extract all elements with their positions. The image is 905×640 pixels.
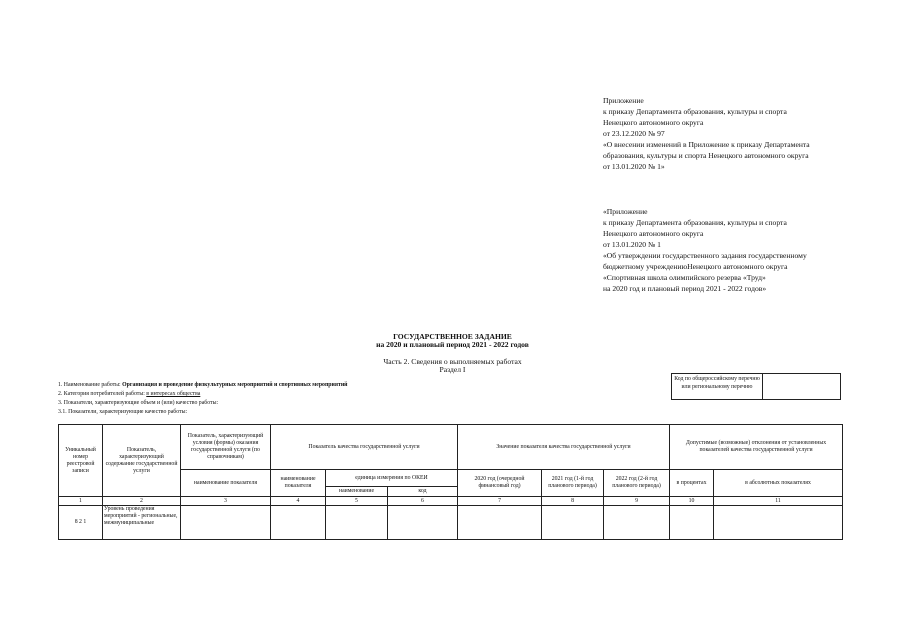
appendix-line: «Об утверждении государственного задания государственному xyxy=(603,251,807,260)
header-year-2021: 2021 год (1-й год планового периода) xyxy=(542,470,604,497)
appendix-line: «Спортивная школа олимпийского резерва «Труд» xyxy=(603,273,766,282)
column-number: 8 xyxy=(542,497,604,506)
header-year-2020: 2020 год (очередной финансовый год) xyxy=(458,470,542,497)
appendix-line: к приказу Департамента образования, культуры и спорта xyxy=(603,107,787,116)
header-percent: в процентах xyxy=(670,470,714,497)
cell xyxy=(604,506,670,540)
appendix-block-original xyxy=(603,206,807,294)
appendix-line: «Приложение xyxy=(603,207,648,216)
work-name-line xyxy=(58,381,348,389)
header-quality-indicator: Показатель качества государственной услуги xyxy=(271,425,458,470)
header-name-indicator-conditions: наименование показателя xyxy=(181,470,271,497)
appendix-block-amendment xyxy=(603,95,810,172)
header-year-2022: 2022 год (2-й год планового периода) xyxy=(604,470,670,497)
consumer-category-value: в интересах общества xyxy=(146,391,201,397)
cell xyxy=(326,506,388,540)
section-heading: Раздел I xyxy=(439,365,466,374)
cell xyxy=(271,506,326,540)
appendix-line: Ненецкого автономного округа xyxy=(603,229,704,238)
appendix-line: к приказу Департамента образования, культуры и спорта xyxy=(603,218,787,227)
header-unit-name: наименование xyxy=(326,487,388,497)
quality-indicators-line: 3.1. Показатели, характеризующие качество работы: xyxy=(58,409,188,415)
header-unit-code: код xyxy=(388,487,458,497)
appendix-line: на 2020 год и плановый период 2021 - 2022 годов» xyxy=(603,284,767,293)
header-absolute: в абсолютных показателях xyxy=(714,470,843,497)
column-number: 10 xyxy=(670,497,714,506)
cell xyxy=(670,506,714,540)
header-quality-values: Значение показателя качества государственной услуги xyxy=(458,425,670,470)
column-number: 9 xyxy=(604,497,670,506)
header-content-indicator: Показатель, характеризующий содержание государственной услуги xyxy=(103,425,181,497)
row-content: Уровень проведения мероприятий - региональные, межмуниципальные xyxy=(103,506,181,540)
column-number-row xyxy=(59,497,843,506)
cell xyxy=(181,506,271,540)
header-name-indicator-quality: наименование показателя xyxy=(271,470,326,497)
column-number: 6 xyxy=(388,497,458,506)
header-conditions-indicator: Показатель, характеризующий условия (формы) оказания государственной услуги (по справочникам) xyxy=(181,425,271,470)
header-unit-okei: единица измерения по ОКЕИ xyxy=(326,470,458,487)
part-heading: Часть 2. Сведения о выполняемых работах xyxy=(383,357,522,366)
header-allowed-deviations: Допустимые (возможные) отклонения от установленных показателей качества государственной услуги xyxy=(670,425,843,470)
work-name-value: Организация и проведение физкультурных мероприятий и спортивных мероприятий xyxy=(122,382,348,388)
appendix-line: Приложение xyxy=(603,96,644,105)
appendix-line: от 13.01.2020 № 1 xyxy=(603,240,661,249)
column-number: 3 xyxy=(181,497,271,506)
indicators-line: 3. Показатели, характеризующие объем и (или) качество работы: xyxy=(58,400,219,406)
cell xyxy=(458,506,542,540)
document-title: ГОСУДАРСТВЕННОЕ ЗАДАНИЕ xyxy=(393,332,512,341)
appendix-line: бюджетному учреждениюНенецкого автономного округа xyxy=(603,262,788,271)
column-number: 2 xyxy=(103,497,181,506)
column-number: 1 xyxy=(59,497,103,506)
registry-code-box xyxy=(671,373,841,400)
registry-code-label: Код по общероссийскому перечню или региональному перечню xyxy=(672,374,763,399)
consumer-category-label: 2. Категория потребителей работы: xyxy=(58,391,147,397)
cell xyxy=(388,506,458,540)
table-row xyxy=(59,506,843,540)
quality-indicators-table xyxy=(58,424,843,540)
column-number: 11 xyxy=(714,497,843,506)
header-unique-number: Уникальный номер реестровой записи xyxy=(59,425,103,497)
cell xyxy=(542,506,604,540)
work-name-label: 1. Наименование работы: xyxy=(58,382,123,388)
appendix-line: Ненецкого автономного округа xyxy=(603,118,704,127)
column-number: 5 xyxy=(326,497,388,506)
column-number: 7 xyxy=(458,497,542,506)
appendix-line: «О внесении изменений в Приложение к приказу Департамента xyxy=(603,140,810,149)
appendix-line: от 23.12.2020 № 97 xyxy=(603,129,665,138)
document-subtitle: на 2020 и плановый период 2021 - 2022 годов xyxy=(376,340,529,349)
row-code: 8 2 1 xyxy=(59,506,103,540)
appendix-line: от 13.01.2020 № 1» xyxy=(603,162,665,171)
column-number: 4 xyxy=(271,497,326,506)
cell xyxy=(714,506,843,540)
appendix-line: образования, культуры и спорта Ненецкого автономного округа xyxy=(603,151,809,160)
consumer-category-line xyxy=(58,390,200,398)
